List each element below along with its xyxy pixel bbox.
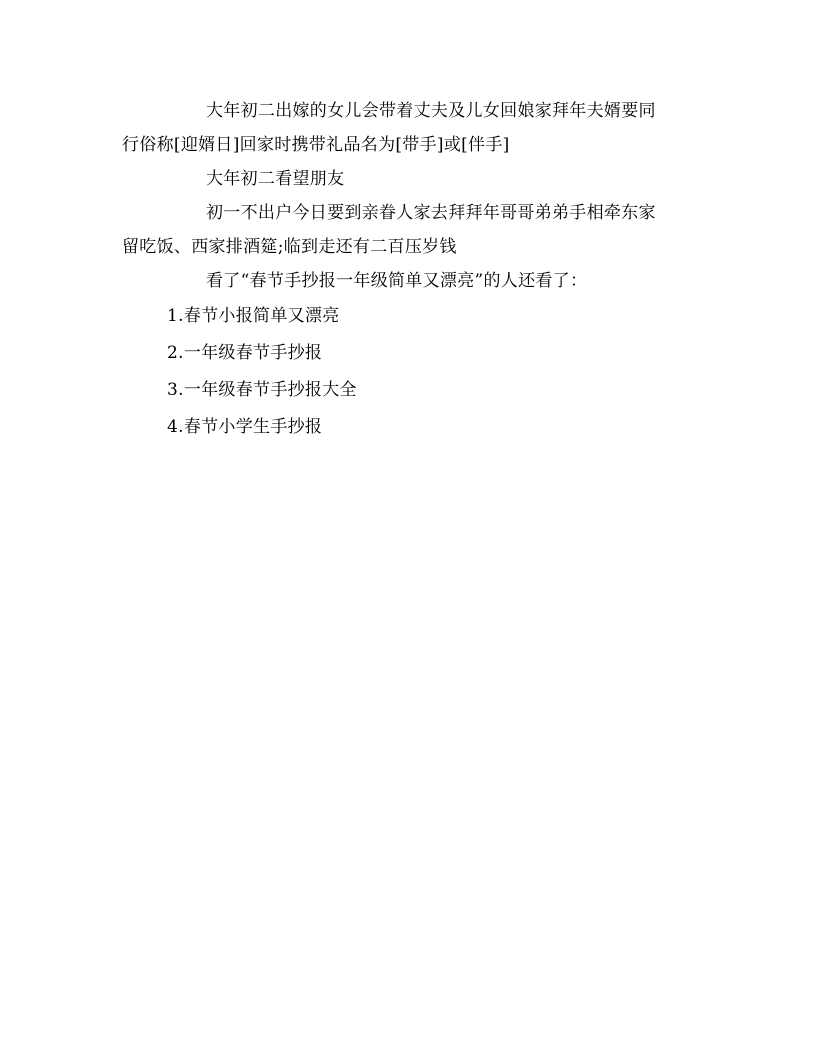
related-intro-text: 看了“春节手抄报一年级简单又漂亮”的人还看了： xyxy=(206,271,588,291)
paragraph-line: 大年初二出嫁的女儿会带着丈夫及儿女回娘家拜年夫婿要同 xyxy=(206,101,656,121)
related-article-link[interactable]: 4.春节小学生手抄报 xyxy=(167,417,323,437)
related-intro xyxy=(122,264,696,298)
related-articles-list xyxy=(122,298,696,446)
paragraph-visit-friends xyxy=(122,162,696,196)
related-article-link[interactable]: 1.春节小报简单又漂亮 xyxy=(167,306,340,326)
paragraph-line: 留吃饭、西家排酒筵;临到走还有二百压岁钱 xyxy=(122,237,457,257)
related-article-link[interactable]: 3.一年级春节手抄报大全 xyxy=(167,380,357,400)
document-body xyxy=(122,94,696,446)
paragraph-new-year-custom xyxy=(122,196,696,264)
paragraph-line: 初一不出户今日要到亲眷人家去拜拜年哥哥弟弟手相牵东家 xyxy=(206,203,656,223)
paragraph-visit-parents xyxy=(122,94,696,162)
related-article-link[interactable]: 2.一年级春节手抄报 xyxy=(167,343,323,363)
paragraph-line: 行俗称[迎婿日]回家时携带礼品名为[带手]或[伴手] xyxy=(122,135,510,155)
paragraph-line: 大年初二看望朋友 xyxy=(206,169,345,189)
